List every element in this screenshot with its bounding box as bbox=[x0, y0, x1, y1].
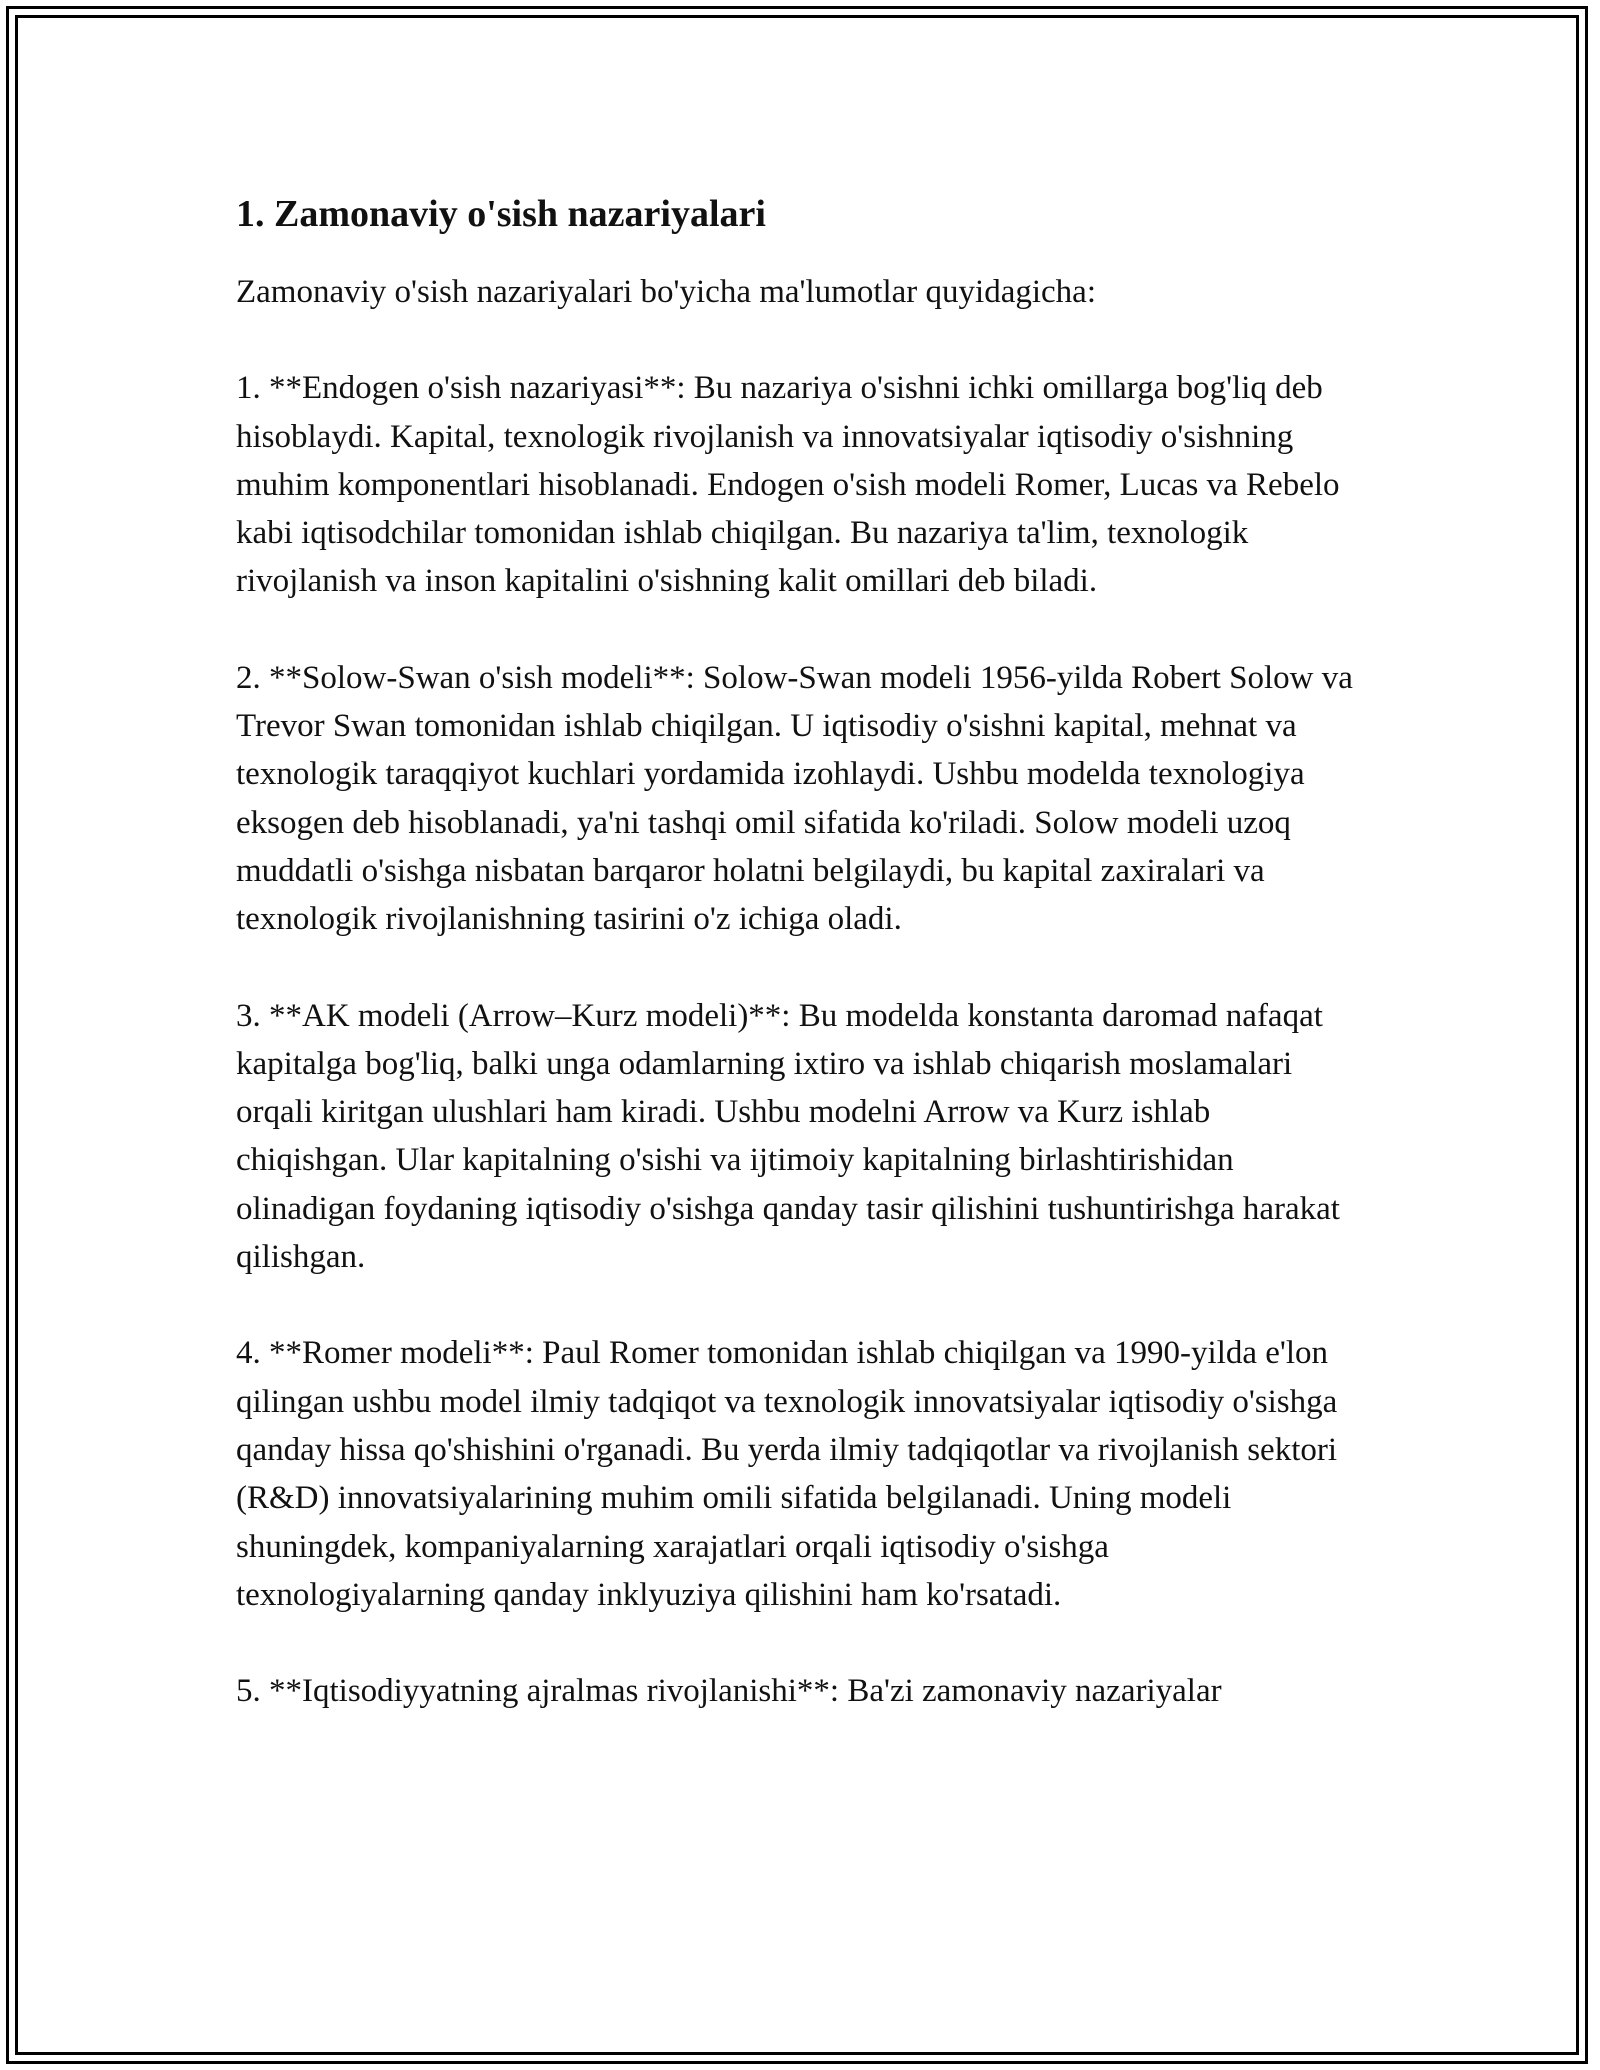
paragraph-romer: 4. **Romer modeli**: Paul Romer tomonidan ishlab chiqilgan va 1990-yilda e'lon qilingan ushbu model ilmiy tadqiqot va texnologik innovatsiyalar iqtisodiy o'sishga qanday hissa qo'shishini o'rganadi. Bu yerda ilmiy tadqiqotlar va rivojlanish sektori (R&D) innovatsiyalarining muhim omili sifatida belgilanadi. Uning modeli shuningdek, kompaniyalarning xarajatlari orqali iqtisodiy o'sishga texnologiyalarning qanday inklyuziya qilishini ham ko'rsatadi. bbox=[236, 1335, 1338, 1613]
paragraph-solow-swan: 2. **Solow-Swan o'sish modeli**: Solow-Swan modeli 1956-yilda Robert Solow va Trevor Swan tomonidan ishlab chiqilgan. U iqtisodiy o'sishni kapital, mehnat va texnologik taraqqiyot kuchlari yordamida izohlaydi. Ushbu modelda texnologiya eksogen deb hisoblanadi, ya'ni tashqi omil sifatida ko'riladi. Solow modeli uzoq muddatli o'sishga nisbatan barqaror holatni belgilaydi, bu kapital zaxiralari va texnologik rivojlanishning tasirini o'z ichiga oladi. bbox=[236, 659, 1353, 938]
document-body bbox=[236, 190, 1366, 1763]
section-heading: 1. Zamonaviy o'sish nazariyalari bbox=[236, 193, 766, 235]
paragraph-ak-model: 3. **AK modeli (Arrow–Kurz modeli)**: Bu modelda konstanta daromad nafaqat kapitalga bog'liq, balki unga odamlarning ixtiro va ishlab chiqarish moslamalari orqali kiritgan ulushlari ham kiradi. Ushbu modelni Arrow va Kurz ishlab chiqishgan. Ular kapitalning o'sishi va ijtimoiy kapitalning birlashtirishidan olinadigan foydaning iqtisodiy o'sishga qanday tasir qilishini tushuntirishga harakat qilishgan. bbox=[236, 997, 1340, 1276]
paragraph-iqtisodiyyat: 5. **Iqtisodiyyatning ajralmas rivojlanishi**: Ba'zi zamonaviy nazariyalar bbox=[236, 1673, 1222, 1710]
paragraph-endogen: 1. **Endogen o'sish nazariyasi**: Bu nazariya o'sishni ichki omillarga bog'liq deb hisoblaydi. Kapital, texnologik rivojlanish va innovatsiyalar iqtisodiy o'sishning muhim komponentlari hisoblanadi. Endogen o'sish modeli Romer, Lucas va Rebelo kabi iqtisodchilar tomonidan ishlab chiqilgan. Bu nazariya ta'lim, texnologik rivojlanish va inson kapitalini o'sishning kalit omillari deb biladi. bbox=[236, 370, 1340, 600]
intro-paragraph: Zamonaviy o'sish nazariyalari bo'yicha ma'lumotlar quyidagicha: bbox=[236, 274, 1096, 310]
